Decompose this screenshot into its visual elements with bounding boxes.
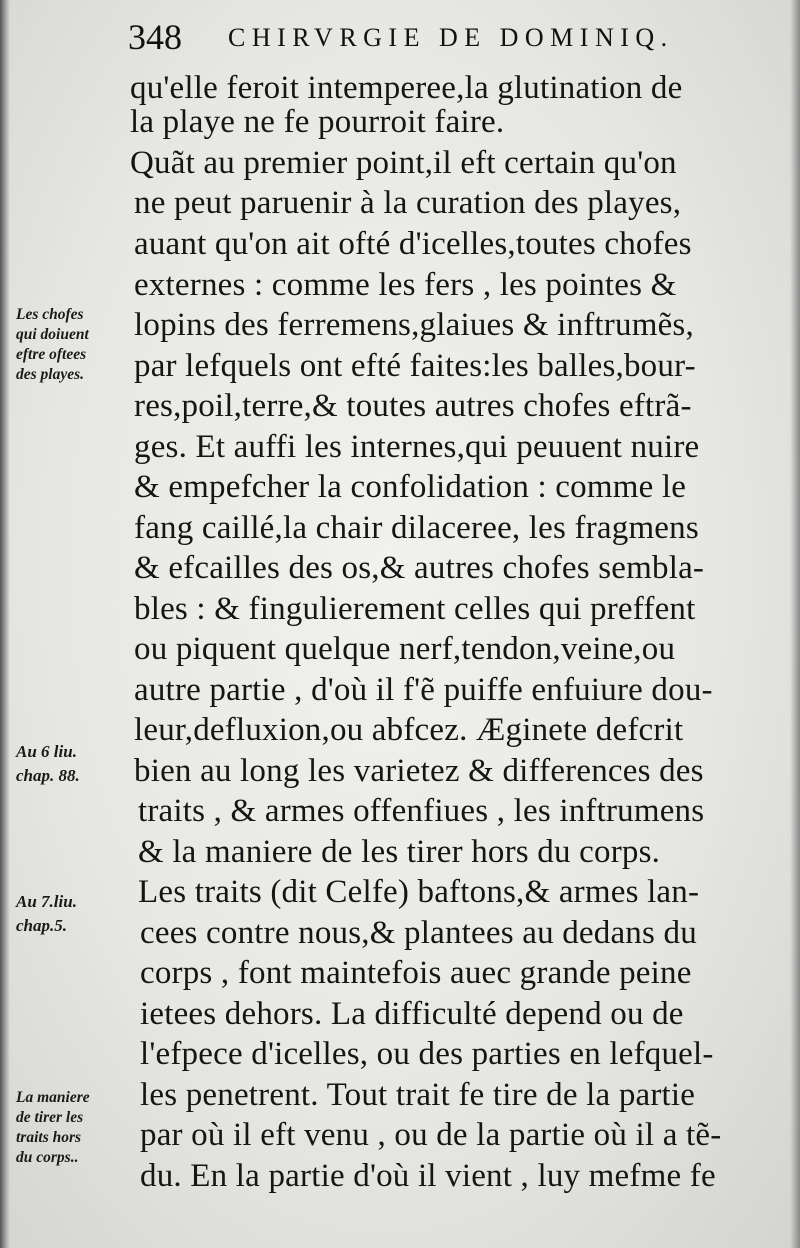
text-line: par où il eft venu , ou de la partie où il a tẽ-	[140, 1117, 722, 1153]
text-line: ietees dehors. La difficulté depend ou de	[140, 996, 684, 1032]
margin-note-line: chap.5.	[16, 916, 67, 935]
text-line: traits , & armes offenfiues , les inftrumens	[138, 793, 705, 829]
running-header	[128, 14, 768, 64]
text-line: bien au long les varietez & differences des	[134, 753, 704, 789]
text-line: & efcailles des os,& autres chofes sembla-	[134, 550, 705, 586]
text-line: corps , font maintefois auec grande peine	[140, 955, 692, 991]
page-number: 348	[128, 17, 182, 57]
text-line: du. En la partie d'où il vient , luy mefme fe	[140, 1158, 716, 1194]
margin-note-line: Les chofes	[16, 306, 84, 323]
page-edge-shadow	[790, 0, 800, 1248]
text-line: externes : comme les fers , les pointes &	[134, 267, 677, 303]
margin-note-line: qui doiuent	[16, 326, 89, 343]
running-title: CHIRVRGIE DE DOMINIQ.	[228, 23, 674, 52]
text-line: bles : & fingulierement celles qui preffent	[134, 591, 696, 627]
text-line: auant qu'on ait ofté d'icelles,toutes chofes	[134, 226, 692, 262]
gutter-shadow	[0, 0, 10, 1248]
text-line: autre partie , d'où il f'ẽ puiffe enfuiure dou-	[134, 672, 713, 708]
margin-note-line: eftre oftees	[16, 346, 87, 363]
margin-note-line: chap. 88.	[16, 766, 80, 785]
text-line: ou piquent quelque nerf,tendon,veine,ou	[134, 631, 676, 667]
margin-note-line: du corps..	[16, 1149, 79, 1166]
text-line: la playe ne fe pourroit faire.	[130, 104, 505, 140]
text-line: cees contre nous,& plantees au dedans du	[140, 915, 697, 951]
text-line: par lefquels ont efté faites:les balles,bour-	[134, 348, 696, 384]
text-line: Les traits (dit Celfe) baftons,& armes lan-	[138, 874, 700, 910]
text-line: fang caillé,la chair dilaceree, les fragmens	[134, 510, 699, 546]
text-line: & empefcher la confolidation : comme le	[134, 469, 687, 505]
text-line: les penetrent. Tout trait fe tire de la partie	[140, 1077, 696, 1113]
margin-note-line: de tirer les	[16, 1109, 84, 1126]
text-line: leur,defluxion,ou abfcez. Æginete defcrit	[134, 712, 684, 748]
text-line: lopins des ferremens,glaiues & inftrumẽs,	[134, 307, 694, 343]
text-line: Quãt au premier point,il eft certain qu'on	[130, 145, 677, 181]
text-line: res,poil,terre,& toutes autres chofes eftrã-	[134, 388, 692, 424]
margin-note	[16, 890, 128, 938]
margin-note-line: des playes.	[16, 366, 85, 383]
text-line: ges. Et auffi les internes,qui peuuent nuire	[134, 429, 700, 465]
text-line: l'efpece d'icelles, ou des parties en lefquel-	[140, 1036, 714, 1072]
text-line: ne peut paruenir à la curation des playes,	[134, 185, 682, 221]
margin-note	[16, 305, 128, 385]
text-line: qu'elle feroit intemperee,la glutination de	[130, 70, 683, 106]
margin-note	[16, 740, 128, 788]
margin-note-line: La maniere	[16, 1089, 90, 1106]
margin-note	[16, 1088, 128, 1168]
text-line: & la maniere de les tirer hors du corps.	[138, 834, 661, 870]
margin-note-line: Au 7.liu.	[16, 892, 77, 911]
margin-note-line: Au 6 liu.	[16, 742, 77, 761]
margin-note-line: traits hors	[16, 1129, 82, 1146]
